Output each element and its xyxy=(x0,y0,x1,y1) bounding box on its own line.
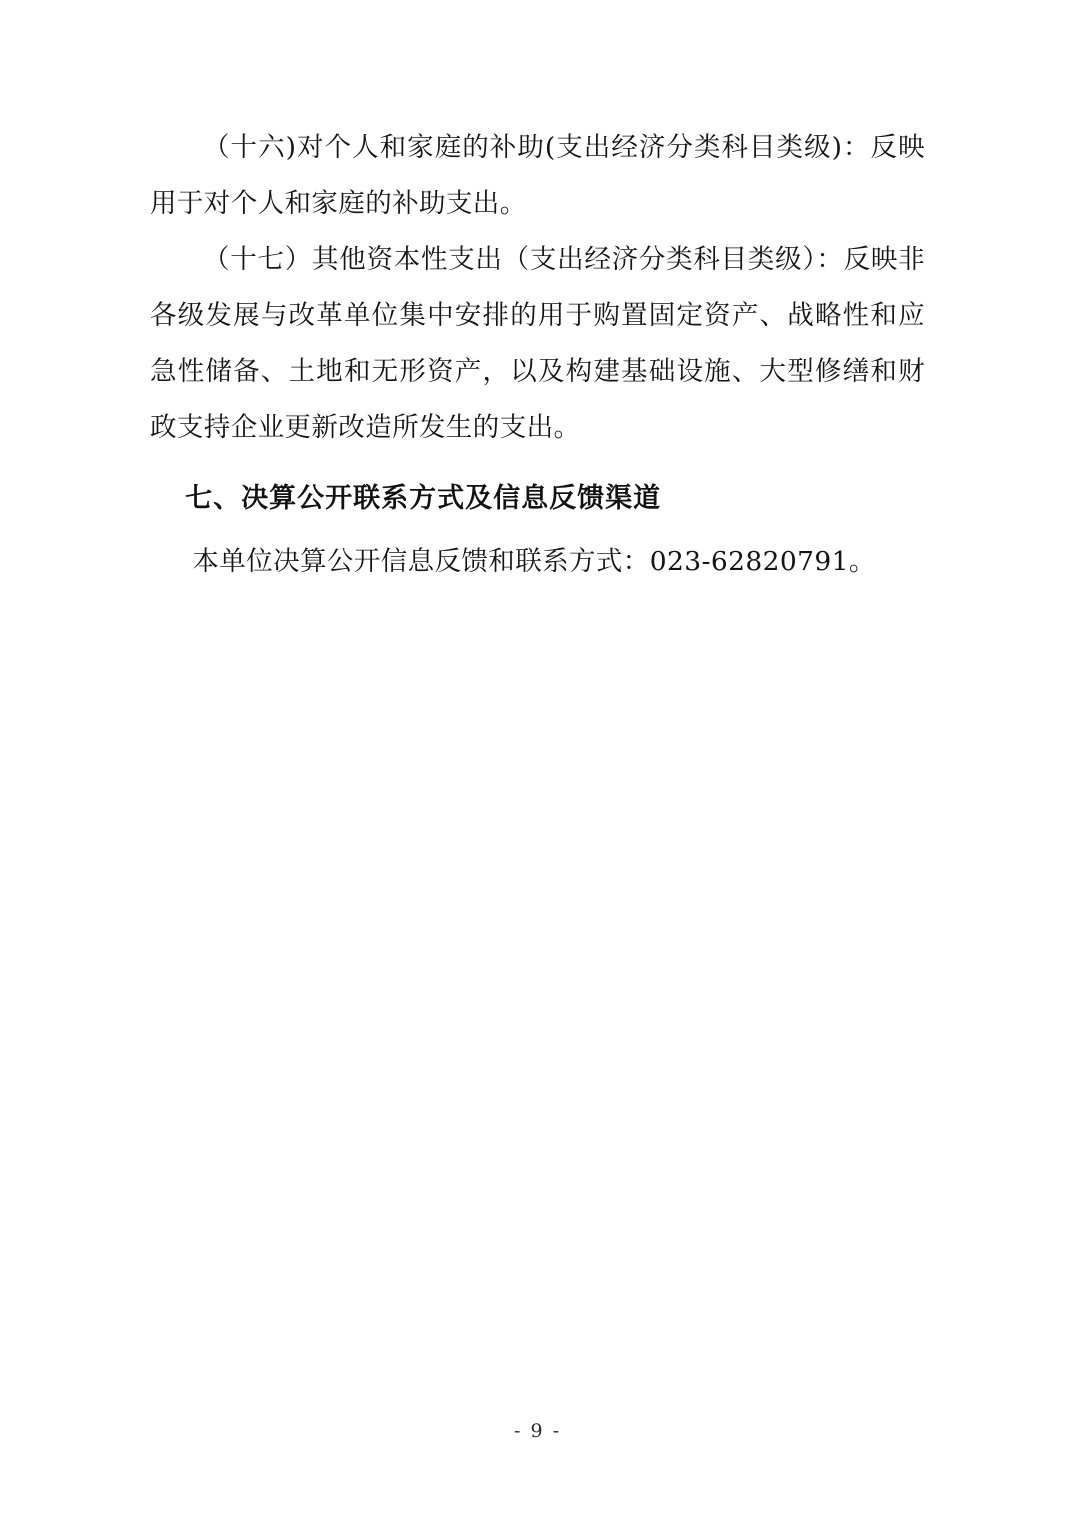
paragraph-item-17: （十七）其他资本性支出（支出经济分类科目类级）：反映非各级发展与改革单位集中安排的用于购置固定资产、战略性和应急性储备、土地和无形资产，以及构建基础设施、大型修缮和财政支持企业更新改造所发生的支出。 xyxy=(150,244,925,443)
contact-information-line: 本单位决算公开信息反馈和联系方式：023-62820791。 xyxy=(192,546,876,577)
paragraph-item-16: （十六)对个人和家庭的补助(支出经济分类科目类级)：反映用于对个人和家庭的补助支出。 xyxy=(150,132,925,219)
section-heading-contact: 七、决算公开联系方式及信息反馈渠道 xyxy=(185,483,662,514)
page-number-footer: - 9 - xyxy=(513,1420,561,1442)
